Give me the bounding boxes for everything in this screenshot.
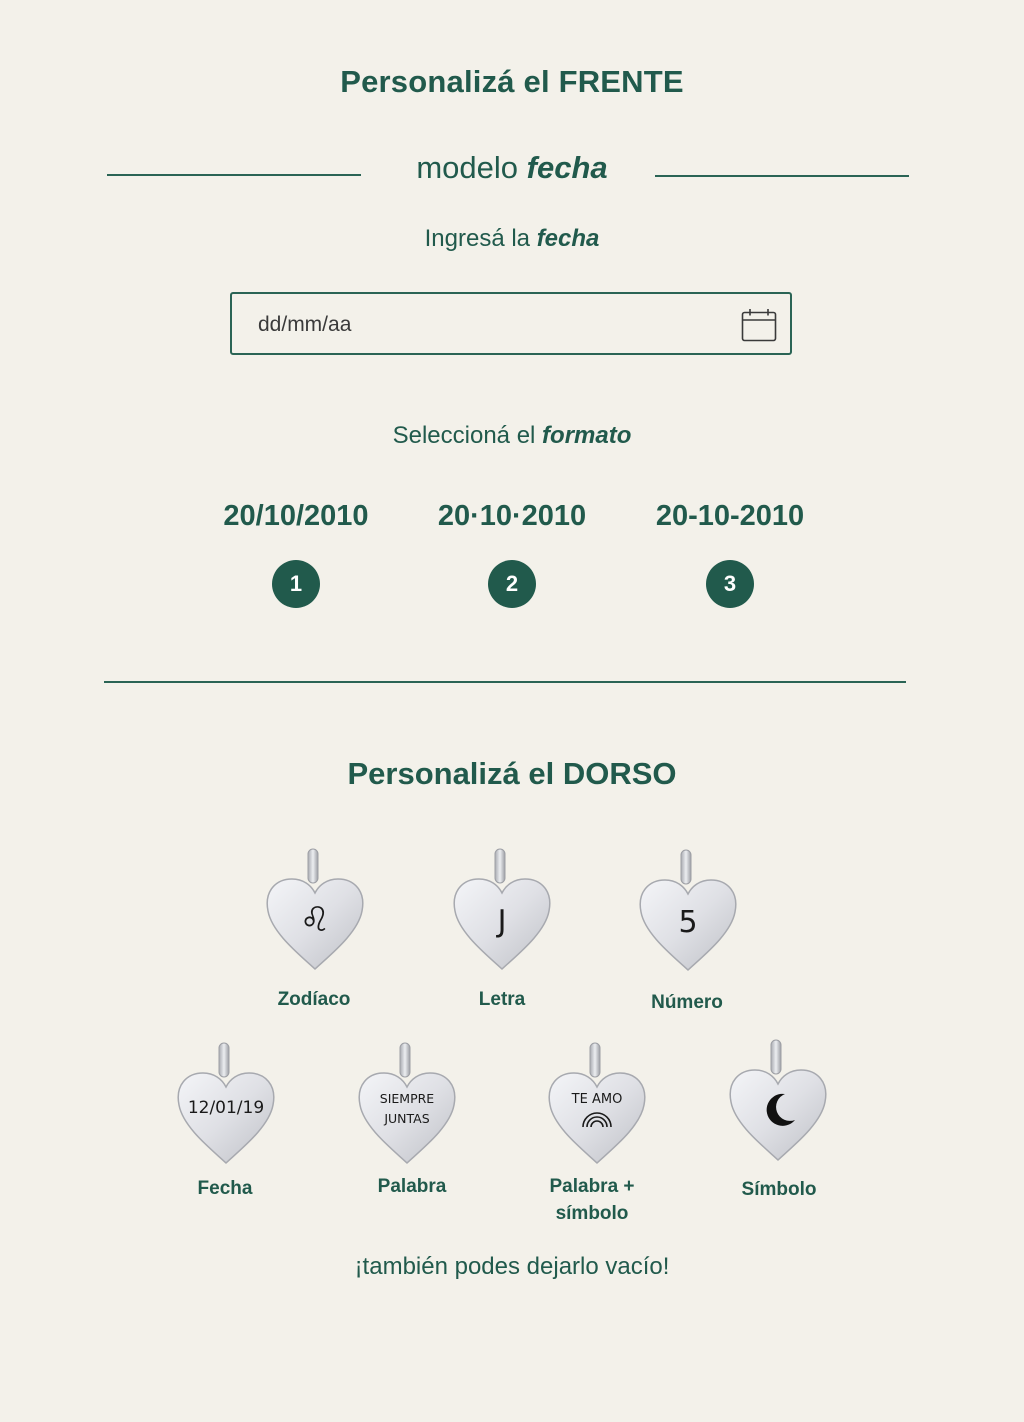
letter-engraving: J bbox=[497, 904, 507, 939]
format-instruction-em: formato bbox=[542, 422, 632, 449]
model-title-name: fecha bbox=[526, 150, 608, 185]
format-instruction bbox=[0, 422, 1024, 450]
format-option-2-label[interactable]: 20·10·2010 bbox=[437, 500, 587, 532]
charm-word-symbol-label[interactable] bbox=[507, 1173, 677, 1227]
charm-word-label[interactable]: Palabra bbox=[377, 1176, 447, 1197]
zodiac-engraving: ♌︎ bbox=[299, 900, 331, 940]
front-section-title: Personalizá el FRENTE bbox=[340, 64, 684, 99]
format-option-1-label[interactable]: 20/10/2010 bbox=[223, 500, 369, 532]
date-engraving: 12/01/19 bbox=[187, 1098, 265, 1118]
word-engraving-line2: JUNTAS bbox=[384, 1111, 430, 1126]
model-title-prefix: modelo bbox=[416, 150, 527, 185]
charm-number-option[interactable] bbox=[633, 846, 743, 976]
back-section-title: Personalizá el DORSO bbox=[347, 756, 677, 791]
letter-charm-icon bbox=[447, 845, 557, 975]
format-option-2-button[interactable]: 2 bbox=[488, 560, 536, 608]
date-input-placeholder: dd/mm/aa bbox=[258, 313, 352, 336]
number-engraving: 5 bbox=[678, 905, 698, 940]
number-charm-icon bbox=[633, 846, 743, 976]
word-engraving-line1: SIEMPRE bbox=[379, 1091, 435, 1106]
word-symbol-charm-icon bbox=[542, 1039, 652, 1169]
word-symbol-engraving: TE AMO bbox=[571, 1092, 623, 1107]
symbol-charm-icon bbox=[723, 1036, 833, 1166]
charm-number-label[interactable]: Número bbox=[651, 992, 723, 1013]
format-option-3-label[interactable]: 20-10-2010 bbox=[655, 500, 805, 532]
date-input[interactable] bbox=[230, 292, 792, 355]
charm-letter-option[interactable] bbox=[447, 845, 557, 975]
format-option-3-button[interactable]: 3 bbox=[706, 560, 754, 608]
date-instruction-em: fecha bbox=[536, 225, 600, 252]
charm-date-label[interactable]: Fecha bbox=[197, 1178, 253, 1199]
charm-word-symbol-option[interactable] bbox=[542, 1039, 652, 1169]
word-charm-icon bbox=[352, 1039, 462, 1169]
charm-word-symbol-label-line1: Palabra + bbox=[549, 1176, 635, 1197]
calendar-icon[interactable] bbox=[741, 308, 777, 342]
charm-symbol-option[interactable] bbox=[723, 1036, 833, 1166]
section-divider bbox=[104, 681, 906, 683]
charm-date-option[interactable] bbox=[171, 1039, 281, 1169]
date-instruction bbox=[0, 225, 1024, 253]
charm-word-option[interactable] bbox=[352, 1039, 462, 1169]
charm-zodiac-label[interactable]: Zodíaco bbox=[277, 989, 351, 1010]
empty-option-note: ¡también podes dejarlo vacío! bbox=[354, 1253, 670, 1280]
zodiac-charm-icon bbox=[260, 845, 370, 975]
charm-letter-label[interactable]: Letra bbox=[478, 989, 526, 1010]
date-charm-icon bbox=[171, 1039, 281, 1169]
format-instruction-prefix: Seleccioná el bbox=[392, 422, 543, 449]
charm-symbol-label[interactable]: Símbolo bbox=[741, 1179, 817, 1200]
model-title bbox=[0, 150, 1024, 186]
charm-word-symbol-label-line2: símbolo bbox=[555, 1203, 629, 1224]
format-option-1-button[interactable]: 1 bbox=[272, 560, 320, 608]
charm-zodiac-option[interactable] bbox=[260, 845, 370, 975]
date-instruction-prefix: Ingresá la bbox=[424, 225, 537, 252]
